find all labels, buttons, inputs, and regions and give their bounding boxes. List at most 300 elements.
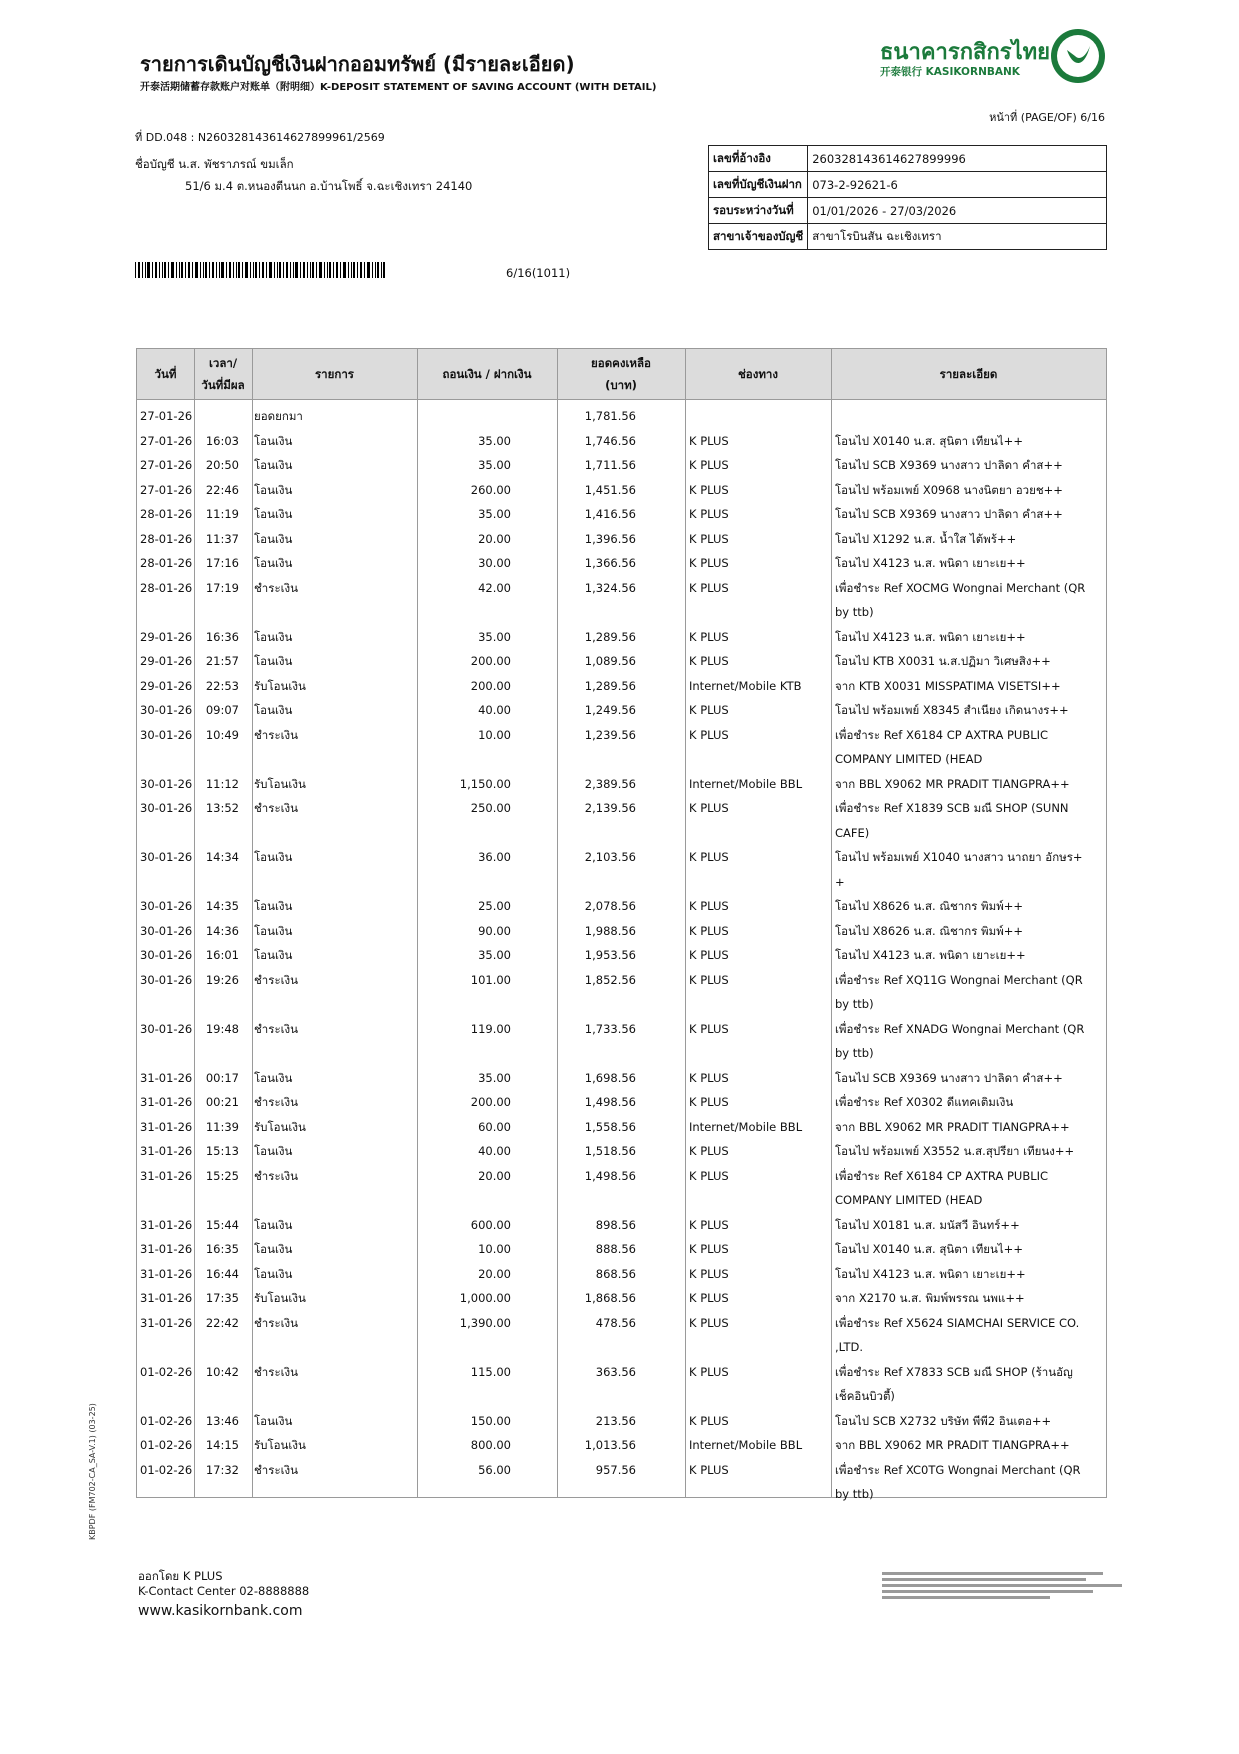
row-channel: K PLUS [689,948,729,962]
table-row [137,845,1106,889]
row-detail: จาก BBL X9062 MR PRADIT TIANGPRA++ [835,1438,1070,1452]
row-date: 30-01-26 [140,1021,193,1036]
table-row [137,1164,1106,1207]
row-time: 15:13 [205,1144,239,1158]
row-amount: 260.00 [470,482,511,497]
table-row [137,1262,1106,1286]
row-detail: by ttb) [835,605,874,619]
row-description: โอนเงิน [254,1144,293,1158]
row-detail: โอนไป X8626 น.ส. ณิชากร พิมพ์++ [835,899,1024,913]
row-balance: 1,396.56 [584,531,636,546]
row-detail: จาก KTB X0031 MISSPATIMA VISETSI++ [835,678,1061,693]
row-balance: 1,518.56 [584,1144,636,1158]
statement-title: รายการเดินบัญชีเงินฝากออมทรัพย์ (มีรายละเอียด) [140,52,575,76]
row-balance: 2,078.56 [584,899,636,913]
row-description: ชำระเงิน [254,727,299,742]
row-description: ชำระเงิน [254,1364,299,1379]
row-detail: โอนไป SCB X9369 นางสาว ปาลิดา คำส++ [835,1070,1063,1085]
row-balance: 1,558.56 [584,1119,636,1134]
row-balance: 1,698.56 [584,1070,636,1085]
row-balance: 1,089.56 [584,654,636,668]
row-time: 13:46 [205,1413,239,1428]
header-balance-line1: ยอดคงเหลือ [591,356,651,370]
row-amount: 200.00 [470,654,511,668]
row-balance: 1,953.56 [584,948,636,962]
row-balance: 868.56 [595,1266,636,1281]
row-channel: K PLUS [689,1266,729,1281]
table-row [137,502,1106,526]
row-detail: เพื่อชำระ Ref XNADG Wongnai Merchant (QR [835,1021,1085,1036]
fineprint-line [882,1578,1086,1581]
row-detail: จาก BBL X9062 MR PRADIT TIANGPRA++ [835,1119,1070,1134]
table-row [137,1090,1106,1114]
row-time: 22:46 [205,482,239,497]
row-detail: โอนไป พร้อมเพย์ X0968 นางนิตยา อวยช++ [835,482,1063,497]
row-time: 16:03 [205,433,239,448]
row-date: 30-01-26 [140,776,193,791]
row-description: โอนเงิน [254,1413,293,1428]
row-time: 15:44 [205,1217,239,1232]
info-label: เลขที่อ้างอิง [709,146,808,172]
table-row [137,1213,1106,1237]
statement-subtitle: 开泰活期储蓄存款账户对账单（附明细）K-DEPOSIT STATEMENT OF SAVING ACCOUNT (WITH DETAIL) [140,82,657,93]
row-balance: 478.56 [595,1315,636,1330]
row-description: ชำระเงิน [254,801,299,815]
row-balance: 1,852.56 [584,972,636,987]
row-balance: 1,289.56 [584,678,636,693]
row-detail: เพื่อชำระ Ref XC0TG Wongnai Merchant (QR [835,1462,1081,1477]
row-detail: เพื่อชำระ Ref X1839 SCB มณี SHOP (SUNN [835,801,1069,815]
row-detail: จาก BBL X9062 MR PRADIT TIANGPRA++ [835,776,1070,791]
row-description: โอนเงิน [254,531,293,546]
row-amount: 25.00 [478,899,511,913]
row-channel: K PLUS [689,580,729,595]
row-detail: โอนไป X1292 น.ส. น้ำใส ไต้พร้++ [835,531,1017,546]
row-balance: 1,746.56 [584,433,636,448]
row-balance: 1,239.56 [584,727,636,742]
row-amount: 150.00 [470,1413,511,1428]
row-time: 00:21 [205,1095,239,1109]
row-description: ยอดยกมา [254,409,303,423]
row-channel: K PLUS [689,556,729,570]
row-description: โอนเงิน [254,556,293,570]
row-balance: 1,988.56 [584,923,636,938]
row-amount: 35.00 [478,629,511,644]
document-reference: ที่ DD.048 : N260328143614627899961/2569 [135,131,385,144]
row-amount: 35.00 [478,1070,511,1085]
row-amount: 60.00 [478,1119,511,1134]
table-row [137,1139,1106,1163]
bank-logo-text: ธนาคารกสิกรไทย [880,40,1051,65]
info-row-reference [709,146,1107,172]
row-detail: โอนไป X0140 น.ส. สุนิตา เทียนไ++ [835,433,1023,448]
row-date: 30-01-26 [140,972,193,987]
row-date: 31-01-26 [140,1168,193,1183]
row-channel: K PLUS [689,507,729,521]
fineprint-line [882,1584,1122,1587]
row-amount: 200.00 [470,678,511,693]
row-balance: 2,139.56 [584,801,636,815]
row-date: 30-01-26 [140,923,193,938]
row-balance: 1,249.56 [584,703,636,717]
transactions-table [136,348,1107,1501]
row-balance: 1,711.56 [584,458,636,472]
row-channel: K PLUS [689,801,729,815]
row-amount: 20.00 [478,1168,511,1183]
row-time: 22:42 [205,1315,239,1330]
header-description: รายการ [315,367,354,381]
row-amount: 35.00 [478,948,511,962]
row-detail: โอนไป X4123 น.ส. พนิดา เยาะเย++ [835,556,1026,570]
row-amount: 40.00 [478,703,511,717]
row-amount: 42.00 [478,580,511,595]
row-detail: โอนไป X4123 น.ส. พนิดา เยาะเย++ [835,948,1026,962]
row-description: ชำระเงิน [254,1315,299,1330]
row-amount: 10.00 [478,727,511,742]
row-amount: 20.00 [478,531,511,546]
table-row [137,453,1106,477]
info-row-account-number [709,172,1107,198]
header-date: วันที่ [154,367,177,381]
row-detail: โอนไป KTB X0031 น.ส.ปฏิมา วิเศษสิง++ [835,654,1051,668]
table-row [137,478,1106,502]
header-time-line1: เวลา/ [208,356,238,370]
row-description: โอนเงิน [254,1070,293,1085]
row-time: 16:01 [205,948,239,962]
table-row [137,1433,1106,1457]
row-date: 01-02-26 [140,1364,193,1379]
row-balance: 213.56 [595,1413,636,1428]
row-date: 31-01-26 [140,1144,193,1158]
table-header [137,349,1106,400]
row-time: 15:25 [205,1168,239,1183]
page-code: 6/16(1011) [506,266,571,280]
row-balance: 1,868.56 [584,1291,636,1305]
row-balance: 2,389.56 [584,776,636,791]
row-detail: by ttb) [835,1046,874,1060]
bank-logo-icon [1050,28,1106,84]
table-row [137,1237,1106,1261]
row-channel: Internet/Mobile KTB [689,678,802,693]
row-date: 31-01-26 [140,1315,193,1330]
row-detail: เพื่อชำระ Ref X5624 SIAMCHAI SERVICE CO. [835,1315,1080,1330]
row-channel: K PLUS [689,1070,729,1085]
row-balance: 1,324.56 [584,580,636,595]
bank-address-fineprint [882,1572,1122,1602]
row-time: 09:07 [205,703,239,717]
row-channel: K PLUS [689,1144,729,1158]
table-row [137,527,1106,551]
header-time [194,349,252,399]
row-description: รับโอนเงิน [254,1438,306,1452]
row-date: 28-01-26 [140,531,193,546]
row-date: 31-01-26 [140,1217,193,1232]
row-time: 00:17 [205,1070,239,1085]
row-time: 10:42 [205,1364,239,1379]
page-number: หน้าที่ (PAGE/OF) 6/16 [989,111,1105,124]
account-name: ชื่อบัญชี น.ส. พัชราภรณ์ ขมเล็ก [135,157,294,171]
table-row [137,943,1106,967]
row-time: 22:53 [205,678,239,693]
header-time-line2: วันที่มีผล [201,378,245,392]
row-description: โอนเงิน [254,703,293,717]
row-channel: K PLUS [689,629,729,644]
row-balance: 1,781.56 [584,409,636,423]
website-link[interactable]: www.kasikornbank.com [138,1603,303,1619]
table-row [137,674,1106,698]
row-amount: 200.00 [470,1095,511,1109]
row-amount: 1,390.00 [459,1315,511,1330]
row-date: 28-01-26 [140,580,193,595]
info-label: สาขาเจ้าของบัญชี [709,224,808,250]
table-row [137,796,1106,840]
row-balance: 1,498.56 [584,1095,636,1109]
row-time: 17:16 [205,556,239,570]
table-row [137,1409,1106,1433]
info-row-period [709,198,1107,224]
table-row [137,1017,1106,1060]
row-date: 01-02-26 [140,1438,193,1452]
row-description: โอนเงิน [254,507,293,521]
row-date: 30-01-26 [140,850,193,864]
row-amount: 56.00 [478,1462,511,1477]
account-address: 51/6 ม.4 ต.หนองตีนนก อ.บ้านโพธิ์ จ.ฉะเชิงเทรา 24140 [185,179,473,193]
row-channel: K PLUS [689,531,729,546]
row-channel: K PLUS [689,727,729,742]
row-amount: 800.00 [470,1438,511,1452]
row-detail: โอนไป X4123 น.ส. พนิดา เยาะเย++ [835,629,1026,644]
row-balance: 1,289.56 [584,629,636,644]
row-date: 31-01-26 [140,1119,193,1134]
table-row [137,1360,1106,1403]
account-info-table [708,145,1107,250]
info-value: 073-2-92621-6 [808,172,1107,198]
row-balance: 2,103.56 [584,850,636,864]
issued-by: ออกโดย K PLUS [138,1569,223,1583]
row-detail: เช็คอินบิวตี้) [835,1389,895,1403]
row-description: โอนเงิน [254,458,293,472]
row-amount: 115.00 [470,1364,511,1379]
row-channel: K PLUS [689,703,729,717]
row-time: 21:57 [205,654,239,668]
row-detail: เพื่อชำระ Ref XQ11G Wongnai Merchant (QR [835,972,1083,987]
row-date: 31-01-26 [140,1242,193,1256]
row-date: 01-02-26 [140,1462,193,1477]
table-row [137,1115,1106,1139]
row-balance: 888.56 [595,1242,636,1256]
row-detail: เพื่อชำระ Ref XOCMG Wongnai Merchant (QR [835,580,1086,595]
row-amount: 36.00 [478,850,511,864]
row-time: 19:26 [205,972,239,987]
row-balance: 1,366.56 [584,556,636,570]
row-channel: K PLUS [689,1413,729,1428]
row-time: 14:34 [205,850,239,864]
row-description: โอนเงิน [254,629,293,644]
row-amount: 250.00 [470,801,511,815]
table-row [137,625,1106,649]
row-date: 31-01-26 [140,1266,193,1281]
info-label: เลขที่บัญชีเงินฝาก [709,172,808,198]
row-detail: + [835,874,845,889]
table-row [137,576,1106,619]
row-date: 30-01-26 [140,801,193,815]
row-description: ชำระเงิน [254,972,299,987]
row-description: โอนเงิน [254,1266,293,1281]
row-detail: โอนไป SCB X9369 นางสาว ปาลิดา คำส++ [835,458,1063,472]
row-amount: 35.00 [478,507,511,521]
row-channel: K PLUS [689,482,729,497]
row-time: 16:36 [205,629,239,644]
header-channel: ช่องทาง [738,367,778,381]
table-row [137,894,1106,918]
row-date: 01-02-26 [140,1413,193,1428]
row-date: 29-01-26 [140,629,193,644]
row-time: 17:19 [205,580,239,595]
row-amount: 30.00 [478,556,511,570]
row-time: 16:35 [205,1242,239,1256]
row-channel: K PLUS [689,899,729,913]
row-date: 29-01-26 [140,678,193,693]
row-time: 14:15 [205,1438,239,1452]
row-channel: Internet/Mobile BBL [689,1438,803,1452]
table-row [137,698,1106,722]
row-amount: 119.00 [470,1021,511,1036]
row-amount: 1,000.00 [459,1291,511,1305]
row-detail: โอนไป SCB X2732 บริษัท พีพี2 อินเตอ++ [835,1413,1052,1428]
row-balance: 1,451.56 [584,482,636,497]
row-detail: โอนไป พร้อมเพย์ X1040 นางสาว นาถยา อักษร+ [835,850,1083,864]
table-row [137,723,1106,766]
row-time: 16:44 [205,1266,239,1281]
row-description: โอนเงิน [254,482,293,497]
row-detail: เพื่อชำระ Ref X6184 CP AXTRA PUBLIC [835,1168,1049,1183]
row-time: 19:48 [205,1021,239,1036]
row-time: 10:49 [205,727,239,742]
row-date: 27-01-26 [140,458,193,472]
row-date: 27-01-26 [140,409,193,423]
row-balance: 1,498.56 [584,1168,636,1183]
row-date: 27-01-26 [140,433,193,448]
info-row-branch [709,224,1107,250]
row-balance: 363.56 [595,1364,636,1379]
row-channel: K PLUS [689,458,729,472]
row-date: 30-01-26 [140,948,193,962]
info-value: 01/01/2026 - 27/03/2026 [808,198,1107,224]
row-amount: 600.00 [470,1217,511,1232]
row-time: 14:36 [205,923,239,938]
row-time: 11:39 [205,1119,239,1134]
row-description: โอนเงิน [254,433,293,448]
fineprint-line [882,1596,1050,1599]
row-description: โอนเงิน [254,654,293,668]
row-description: ชำระเงิน [254,1095,299,1109]
fineprint-line [882,1590,1093,1593]
row-date: 31-01-26 [140,1095,193,1109]
row-detail: COMPANY LIMITED (HEAD [835,752,983,766]
table-row [137,1286,1106,1310]
row-balance: 1,416.56 [584,507,636,521]
row-channel: K PLUS [689,654,729,668]
row-description: โอนเงิน [254,1217,293,1232]
table-row [137,772,1106,796]
row-description: รับโอนเงิน [254,1291,306,1305]
row-detail: CAFE) [835,825,870,840]
header-balance [557,349,685,399]
row-detail: โอนไป พร้อมเพย์ X8345 สำเนียง เกิดนางร++ [835,703,1069,717]
row-channel: K PLUS [689,1291,729,1305]
table-row [137,429,1106,453]
row-description: ชำระเงิน [254,1021,299,1036]
row-date: 28-01-26 [140,556,193,570]
row-channel: Internet/Mobile BBL [689,1119,803,1134]
row-channel: K PLUS [689,1021,729,1036]
table-row [137,551,1106,575]
row-description: รับโอนเงิน [254,1119,306,1134]
row-detail: by ttb) [835,997,874,1011]
row-detail: เพื่อชำระ Ref X6184 CP AXTRA PUBLIC [835,727,1049,742]
row-channel: K PLUS [689,972,729,987]
row-channel: K PLUS [689,1217,729,1232]
table-row [137,1458,1106,1501]
row-channel: K PLUS [689,1095,729,1109]
table-row [137,968,1106,1011]
row-channel: K PLUS [689,1242,729,1256]
contact-center: K-Contact Center 02-8888888 [138,1584,310,1598]
row-detail: เพื่อชำระ Ref X0302 ดีแทคเติมเงิน [835,1095,1014,1109]
row-amount: 101.00 [470,972,511,987]
info-value: 260328143614627899996 [808,146,1107,172]
row-amount: 1,150.00 [459,776,511,791]
row-amount: 90.00 [478,923,511,938]
row-detail: โอนไป SCB X9369 นางสาว ปาลิดา คำส++ [835,507,1063,521]
row-detail: by ttb) [835,1487,874,1501]
row-time: 11:12 [205,776,239,791]
row-description: โอนเงิน [254,899,293,913]
row-description: โอนเงิน [254,1242,293,1256]
row-detail: เพื่อชำระ Ref X7833 SCB มณี SHOP (ร้านอัญ [835,1364,1073,1379]
row-channel: K PLUS [689,1168,729,1183]
row-detail: โอนไป X8626 น.ส. ณิชากร พิมพ์++ [835,923,1024,938]
form-code: KBPDF (FM702-CA_SA-V.1) (03-25) [88,1403,97,1540]
info-value: สาขาโรบินสัน ฉะเชิงเทรา [808,224,1107,250]
row-channel: K PLUS [689,1315,729,1330]
row-time: 20:50 [205,458,239,472]
table-row [137,1066,1106,1090]
header-detail: รายละเอียด [939,367,998,381]
row-balance: 898.56 [595,1217,636,1232]
row-description: ชำระเงิน [254,1462,299,1477]
row-description: ชำระเงิน [254,580,299,595]
info-label: รอบระหว่างวันที่ [709,198,808,224]
row-description: ชำระเงิน [254,1168,299,1183]
row-date: 31-01-26 [140,1291,193,1305]
row-time: 17:35 [205,1291,239,1305]
row-date: 30-01-26 [140,899,193,913]
row-detail: จาก X2170 น.ส. พิมพ์พรรณ นพแ++ [835,1291,1025,1305]
row-date: 29-01-26 [140,654,193,668]
row-amount: 35.00 [478,458,511,472]
row-description: รับโอนเงิน [254,776,306,791]
row-channel: K PLUS [689,850,729,864]
row-amount: 20.00 [478,1266,511,1281]
row-balance: 1,733.56 [584,1021,636,1036]
row-channel: Internet/Mobile BBL [689,776,803,791]
row-detail: COMPANY LIMITED (HEAD [835,1193,983,1207]
header-amount: ถอนเงิน / ฝากเงิน [442,367,532,381]
row-time: 11:19 [205,507,239,521]
row-channel: K PLUS [689,1364,729,1379]
row-description: โอนเงิน [254,948,293,962]
